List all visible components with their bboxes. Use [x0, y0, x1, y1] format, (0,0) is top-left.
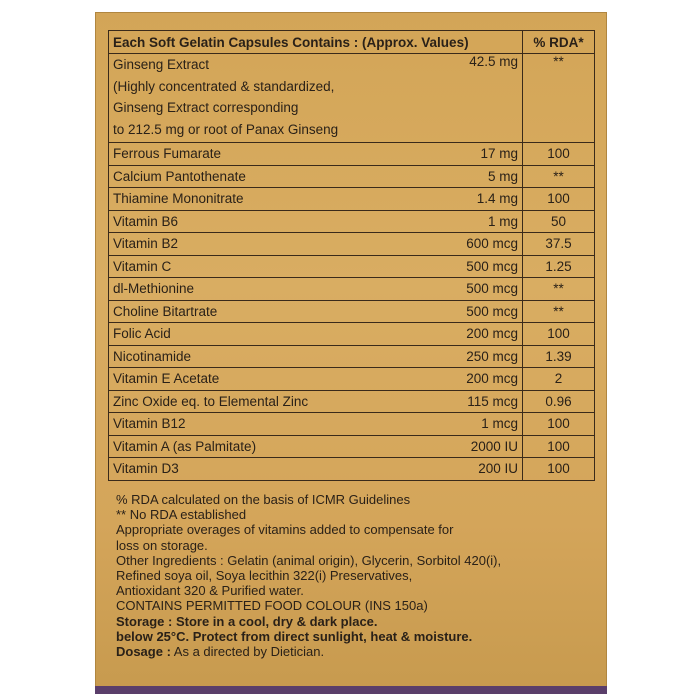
overages-note: Appropriate overages of vitamins added to compensate for: [116, 522, 454, 538]
ingredient-amount: 200 mcg: [431, 368, 523, 391]
colour-note: CONTAINS PERMITTED FOOD COLOUR (INS 150a): [116, 598, 428, 614]
table-row: [109, 435, 595, 458]
ingredient-amount: 500 mcg: [431, 300, 523, 323]
ingredient-name: Choline Bitartrate: [109, 300, 431, 323]
ingredient-amount: 1.4 mg: [431, 188, 523, 211]
ingredient-amount: 500 mcg: [431, 278, 523, 301]
storage-note: below 25°C. Protect from direct sunlight, heat & moisture.: [116, 628, 473, 644]
ingredients-note: Antioxidant 320 & Purified water.: [116, 583, 304, 599]
nutrition-table: [108, 30, 595, 481]
ingredient-rda: 0.96: [523, 390, 595, 413]
table-row: [109, 300, 595, 323]
overages-note: loss on storage.: [116, 537, 208, 553]
label-notes: [116, 492, 596, 659]
packaging-edge: [95, 686, 607, 694]
ingredient-name: Vitamin C: [109, 255, 431, 278]
ingredient-name: [109, 54, 431, 143]
dosage-label: Dosage :: [116, 644, 171, 660]
ingredient-rda: 100: [523, 323, 595, 346]
storage-label: Storage :: [116, 613, 173, 629]
ginseng-line: to 212.5 mg or root of Panax Ginseng: [113, 121, 339, 137]
ingredient-amount: 1 mg: [431, 210, 523, 233]
ingredient-rda: 37.5: [523, 233, 595, 256]
ingredient-rda: 100: [523, 435, 595, 458]
ingredient-rda: **: [523, 300, 595, 323]
ingredient-amount: 2000 IU: [431, 435, 523, 458]
ingredient-name: Vitamin B12: [109, 413, 431, 436]
ginseng-line: Ginseng Extract corresponding: [113, 100, 299, 115]
ingredient-name: Ferrous Fumarate: [109, 143, 431, 166]
ingredient-amount: 5 mg: [431, 165, 523, 188]
ingredient-name: Thiamine Mononitrate: [109, 188, 431, 211]
ingredient-amount: 200 IU: [431, 458, 523, 481]
ingredient-amount: 200 mcg: [431, 323, 523, 346]
ingredient-amount: 250 mcg: [431, 345, 523, 368]
ingredient-name: Calcium Pantothenate: [109, 165, 431, 188]
ingredient-rda: 100: [523, 188, 595, 211]
storage-note: [116, 614, 596, 629]
table-row: [109, 345, 595, 368]
ingredient-amount: 500 mcg: [431, 255, 523, 278]
table-row: [109, 54, 595, 143]
ginseng-line: (Highly concentrated & standardized,: [113, 78, 335, 94]
ingredient-amount: 1 mcg: [431, 413, 523, 436]
dosage-text: As a directed by Dietician.: [170, 644, 325, 660]
table-row: [109, 413, 595, 436]
ginseng-line: Ginseng Extract: [113, 57, 210, 72]
table-row: [109, 210, 595, 233]
table-row: [109, 143, 595, 166]
contents-header: Each Soft Gelatin Capsules Contains : (Approx. Values): [109, 31, 523, 54]
ingredient-name: Zinc Oxide eq. to Elemental Zinc: [109, 390, 431, 413]
table-row: [109, 368, 595, 391]
table-row: [109, 390, 595, 413]
storage-text: Store in a cool, dry & dark place.: [172, 613, 378, 629]
ingredient-rda: 100: [523, 143, 595, 166]
ingredient-rda: 100: [523, 458, 595, 481]
table-row: [109, 233, 595, 256]
table-row: [109, 188, 595, 211]
ingredient-rda: **: [523, 278, 595, 301]
table-row: [109, 278, 595, 301]
ingredient-amount: 42.5 mg: [431, 54, 523, 143]
ingredient-name: Vitamin E Acetate: [109, 368, 431, 391]
ingredient-amount: 17 mg: [431, 143, 523, 166]
table-header-row: [109, 31, 595, 54]
ingredient-rda: 2: [523, 368, 595, 391]
ingredient-name: Vitamin A (as Palmitate): [109, 435, 431, 458]
ingredient-name: Vitamin D3: [109, 458, 431, 481]
ingredient-rda: **: [523, 54, 595, 143]
ingredient-rda: 1.25: [523, 255, 595, 278]
table-row: [109, 255, 595, 278]
ingredient-name: Nicotinamide: [109, 345, 431, 368]
ingredients-note: Other Ingredients : Gelatin (animal origin), Glycerin, Sorbitol 420(i),: [116, 552, 502, 568]
table-row: [109, 323, 595, 346]
ingredient-rda: **: [523, 165, 595, 188]
ingredient-amount: 600 mcg: [431, 233, 523, 256]
ingredient-rda: 100: [523, 413, 595, 436]
rda-basis-note: % RDA calculated on the basis of ICMR Guidelines: [116, 492, 411, 507]
ingredient-name: Vitamin B2: [109, 233, 431, 256]
ingredients-note: Refined soya oil, Soya lecithin 322(i) Preservatives,: [116, 568, 413, 584]
dosage-note: [116, 644, 596, 659]
table-row: [109, 458, 595, 481]
table-row: [109, 165, 595, 188]
ingredient-rda: 50: [523, 210, 595, 233]
ingredient-name: Vitamin B6: [109, 210, 431, 233]
ingredient-name: Folic Acid: [109, 323, 431, 346]
ingredient-name: dl-Methionine: [109, 278, 431, 301]
no-rda-note: ** No RDA established: [116, 507, 247, 523]
ingredient-rda: 1.39: [523, 345, 595, 368]
rda-header: % RDA*: [523, 31, 595, 54]
ingredient-amount: 115 mcg: [431, 390, 523, 413]
